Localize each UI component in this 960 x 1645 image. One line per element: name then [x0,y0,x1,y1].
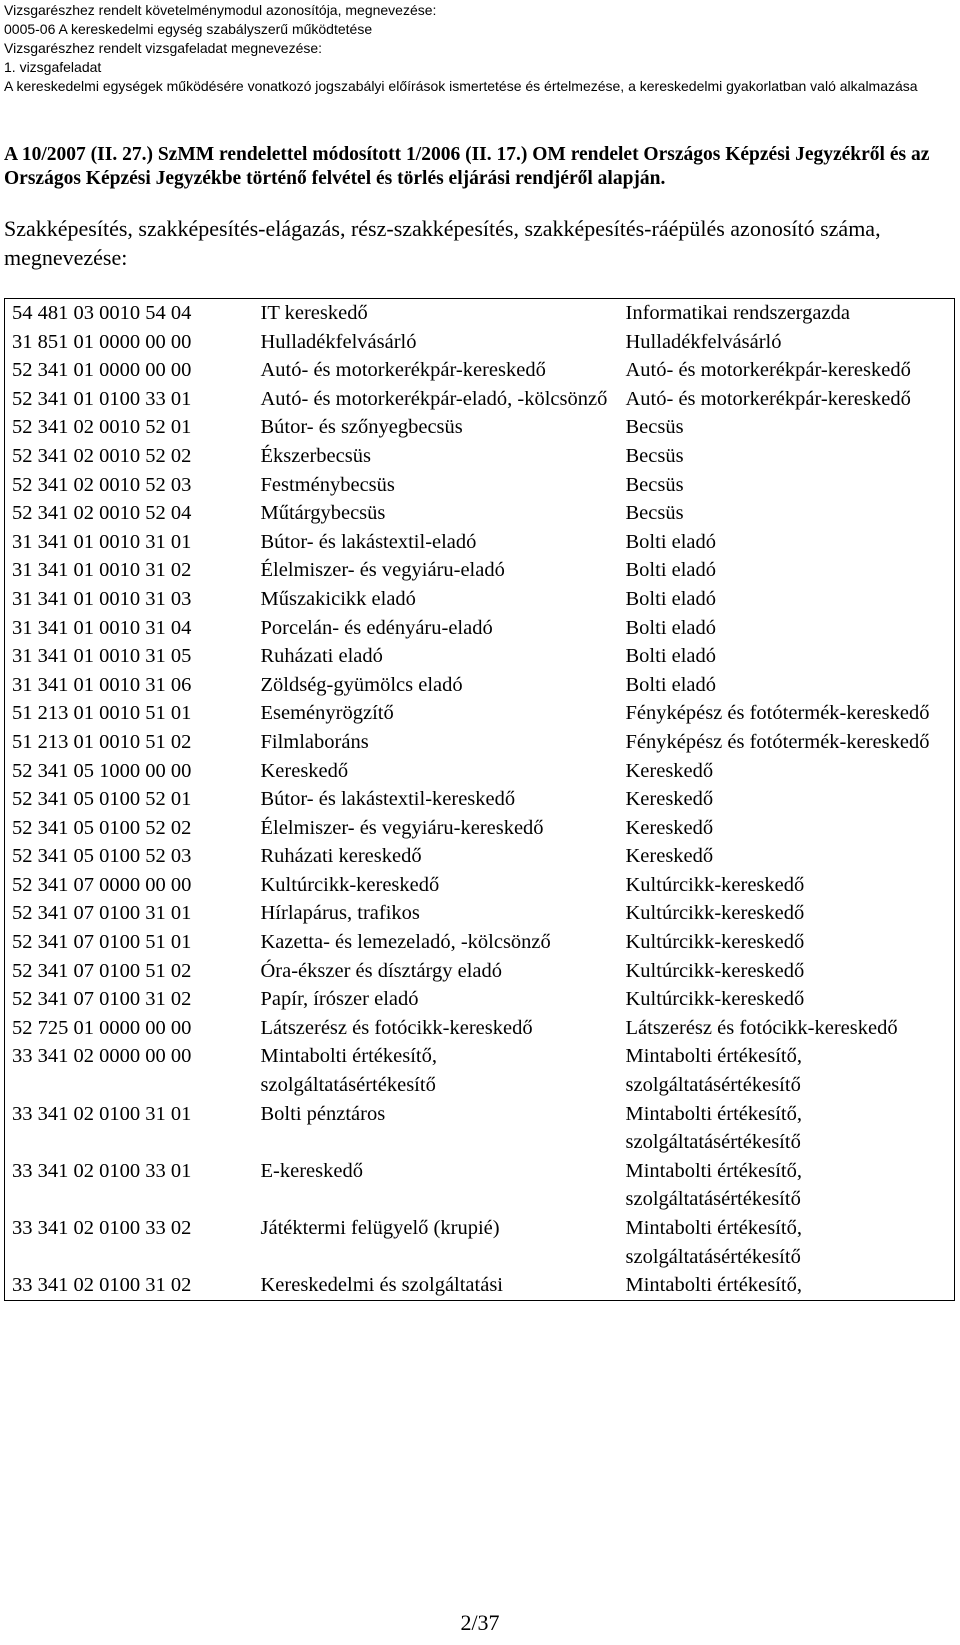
qualification-code-cell: 52 341 07 0000 00 00 [12,873,192,896]
decree-reference: A 10/2007 (II. 27.) SzMM rendelettel módosított 1/2006 (II. 17.) OM rendelet Országos Képzési Jegyzékről és az Országos Képzési Jegyzékbe történő felvétel és törlés eljárási rendjéről alapján. [4,144,930,189]
qualification-name-cell: Műtárgybecsüs [260,502,386,525]
qualification-code-cell: 52 341 02 0010 52 01 [12,416,192,439]
table-row [5,842,955,871]
parent-qualification-cell: Bolti eladó [625,530,717,553]
qualification-name-cell: E-kereskedő [260,1159,363,1182]
table-row [5,928,955,957]
table-row [5,871,955,900]
module-header [4,1,949,96]
table-row [5,642,955,671]
qualification-code-cell: 51 213 01 0010 51 02 [12,730,192,753]
qualification-name-cell: Élelmiszer- és vegyiáru-eladó [260,559,505,582]
qualification-name-cell: Filmlaboráns [260,730,369,753]
qualification-code-cell: 52 341 01 0100 33 01 [12,387,192,410]
qualification-name-cell: Eseményrögzítő [260,702,394,725]
qualification-name-cell: IT kereskedő [260,302,368,324]
qualification-name-cell: Játéktermi felügyelő (krupié) [260,1217,500,1239]
qualification-name-cell: Hulladékfelvásárló [260,330,417,353]
table-row [5,899,955,928]
qualification-code-cell: 52 341 07 0100 51 01 [12,931,192,954]
table-row [5,499,955,528]
qualification-name-cell: Élelmiszer- és vegyiáru-kereskedő [260,816,544,839]
page-number: 2/37 [460,1610,500,1635]
table-row [5,957,955,986]
qualification-name-cell: Műszakicikk eladó [260,587,416,610]
table-row [5,442,955,471]
parent-qualification-cell: Kereskedő [625,759,714,782]
parent-qualification-cell: Mintabolti értékesítő, szolgáltatásértékesítő [625,1159,802,1211]
qualification-name-cell: Bolti pénztáros [260,1102,386,1125]
qualification-code-cell: 33 341 02 0100 33 02 [12,1217,192,1239]
parent-qualification-cell: Látszerész és fotócikk-kereskedő [625,1016,898,1039]
parent-qualification-cell: Kultúrcikk-kereskedő [625,902,805,925]
table-row [5,1014,955,1043]
parent-qualification-cell: Kereskedő [625,845,714,868]
qualification-name-cell: Autó- és motorkerékpár-eladó, -kölcsönző [260,387,608,410]
qualification-code-cell: 33 341 02 0100 31 01 [12,1102,192,1125]
qualification-table-body [5,299,955,1301]
parent-qualification-cell: Mintabolti értékesítő, szolgáltatásértékesítő [625,1102,802,1154]
qualification-code-cell: 31 341 01 0010 31 01 [12,530,192,553]
qualification-name-cell: Látszerész és fotócikk-kereskedő [260,1016,533,1039]
qualification-code-cell: 33 341 02 0000 00 00 [12,1045,192,1068]
qualification-name-cell: Autó- és motorkerékpár-kereskedő [260,359,546,382]
parent-qualification-cell: Becsüs [625,416,684,439]
parent-qualification-cell: Becsüs [625,502,684,525]
qualification-code-cell: 31 851 01 0000 00 00 [12,330,192,353]
qualification-name-cell: Kereskedő [260,759,349,782]
table-row [5,757,955,786]
header-line-module-id: 0005-06 A kereskedelmi egység szabályszerű működtetése [4,21,373,37]
qualification-code-cell: 54 481 03 0010 54 04 [12,302,192,324]
header-line-task-description: A kereskedelmi egységek működésére vonatkozó jogszabályi előírások ismertetése és értelmezése, a kereskedelmi gyakorlatban való alkalmazása [4,78,918,94]
table-row [5,699,955,728]
table-row [5,328,955,357]
qualification-code-cell: 31 341 01 0010 31 04 [12,616,192,639]
parent-qualification-cell: Kultúrcikk-kereskedő [625,959,805,982]
qualification-name-cell: Hírlapárus, trafikos [260,902,420,925]
table-row [5,585,955,614]
parent-qualification-cell: Bolti eladó [625,616,717,639]
table-row [5,985,955,1014]
parent-qualification-cell: Autó- és motorkerékpár-kereskedő [625,387,911,410]
parent-qualification-cell: Mintabolti értékesítő, szolgáltatásértékesítő [625,1217,802,1268]
table-row [5,528,955,557]
table-row [5,471,955,500]
table-row [5,785,955,814]
qualification-name-cell: Bútor- és lakástextil-kereskedő [260,788,516,811]
qualification-code-cell: 52 341 02 0010 52 02 [12,444,192,467]
parent-qualification-cell: Kultúrcikk-kereskedő [625,988,805,1011]
parent-qualification-cell: Mintabolti értékesítő, [625,1274,802,1297]
qualification-code-cell: 52 341 07 0100 31 01 [12,902,192,925]
qualification-name-cell: Ékszerbecsüs [260,444,371,467]
table-row [5,671,955,700]
parent-qualification-cell: Bolti eladó [625,559,717,582]
header-line-module-label: Vizsgarészhez rendelt követelménymodul azonosítója, megnevezése: [4,2,437,18]
table-row [5,299,955,328]
header-line-task-number: 1. vizsgafeladat [4,59,102,75]
qualification-name-cell: Bútor- és szőnyegbecsüs [260,416,463,439]
qualification-code-cell: 52 341 07 0100 31 02 [12,988,192,1011]
qualification-code-cell: 33 341 02 0100 33 01 [12,1159,192,1182]
qualification-code-cell: 52 341 02 0010 52 03 [12,473,192,496]
table-row [5,1100,955,1157]
parent-qualification-cell: Fényképész és fotótermék-kereskedő [625,730,930,753]
table-row [5,1214,955,1271]
parent-qualification-cell: Becsüs [625,444,684,467]
qualification-code-cell: 31 341 01 0010 31 02 [12,559,192,582]
qualification-code-cell: 31 341 01 0010 31 06 [12,673,192,696]
qualification-code-cell: 52 341 01 0000 00 00 [12,359,192,382]
qualification-name-cell: Bútor- és lakástextil-eladó [260,530,477,553]
table-row [5,1271,955,1300]
qualification-name-cell: Zöldség-gyümölcs eladó [260,673,463,696]
qualification-code-cell: 52 341 05 0100 52 01 [12,788,192,811]
qualification-name-cell: Kereskedelmi és szolgáltatási [260,1274,503,1297]
qualification-name-cell: Ruházati eladó [260,645,383,668]
qualification-code-cell: 52 341 02 0010 52 04 [12,502,192,525]
parent-qualification-cell: Fényképész és fotótermék-kereskedő [625,702,930,725]
parent-qualification-cell: Informatikai rendszergazda [625,302,850,324]
qualification-code-cell: 31 341 01 0010 31 03 [12,587,192,610]
qualification-code-cell: 52 341 05 0100 52 03 [12,845,192,868]
header-line-task-label: Vizsgarészhez rendelt vizsgafeladat megnevezése: [4,40,323,56]
qualification-code-cell: 33 341 02 0100 31 02 [12,1274,192,1297]
table-row [5,728,955,757]
qualification-code-cell: 31 341 01 0010 31 05 [12,645,192,668]
parent-qualification-cell: Mintabolti értékesítő, szolgáltatásértékesítő [625,1045,802,1097]
qualification-name-cell: Kazetta- és lemezeladó, -kölcsönző [260,931,551,954]
table-row [5,413,955,442]
qualification-name-cell: Porcelán- és edényáru-eladó [260,616,493,639]
section-title: Szakképesítés, szakképesítés-elágazás, rész-szakképesítés, szakképesítés-ráépülés azonosító száma, megnevezése: [4,216,881,270]
qualification-table [4,298,955,1301]
parent-qualification-cell: Bolti eladó [625,645,717,668]
parent-qualification-cell: Becsüs [625,473,684,496]
qualification-name-cell: Papír, írószer eladó [260,988,419,1011]
parent-qualification-cell: Hulladékfelvásárló [625,330,782,353]
qualification-name-cell: Mintabolti értékesítő, szolgáltatásértékesítő [260,1045,437,1097]
table-row [5,556,955,585]
qualification-code-cell: 52 341 05 0100 52 02 [12,816,192,839]
qualification-name-cell: Festménybecsüs [260,473,395,496]
qualification-code-cell: 52 341 05 1000 00 00 [12,759,192,782]
table-row [5,385,955,414]
table-row [5,1157,955,1214]
table-row [5,1042,955,1099]
parent-qualification-cell: Kereskedő [625,788,714,811]
qualification-code-cell: 52 341 07 0100 51 02 [12,959,192,982]
parent-qualification-cell: Bolti eladó [625,673,717,696]
table-row [5,614,955,643]
qualification-name-cell: Óra-ékszer és dísztárgy eladó [260,959,503,982]
parent-qualification-cell: Autó- és motorkerékpár-kereskedő [625,359,911,382]
qualification-name-cell: Kultúrcikk-kereskedő [260,873,440,896]
qualification-name-cell: Ruházati kereskedő [260,845,422,868]
table-row [5,356,955,385]
parent-qualification-cell: Kultúrcikk-kereskedő [625,873,805,896]
qualification-code-cell: 52 725 01 0000 00 00 [12,1016,192,1039]
parent-qualification-cell: Kereskedő [625,816,714,839]
parent-qualification-cell: Kultúrcikk-kereskedő [625,931,805,954]
table-row [5,814,955,843]
parent-qualification-cell: Bolti eladó [625,587,717,610]
qualification-code-cell: 51 213 01 0010 51 01 [12,702,192,725]
